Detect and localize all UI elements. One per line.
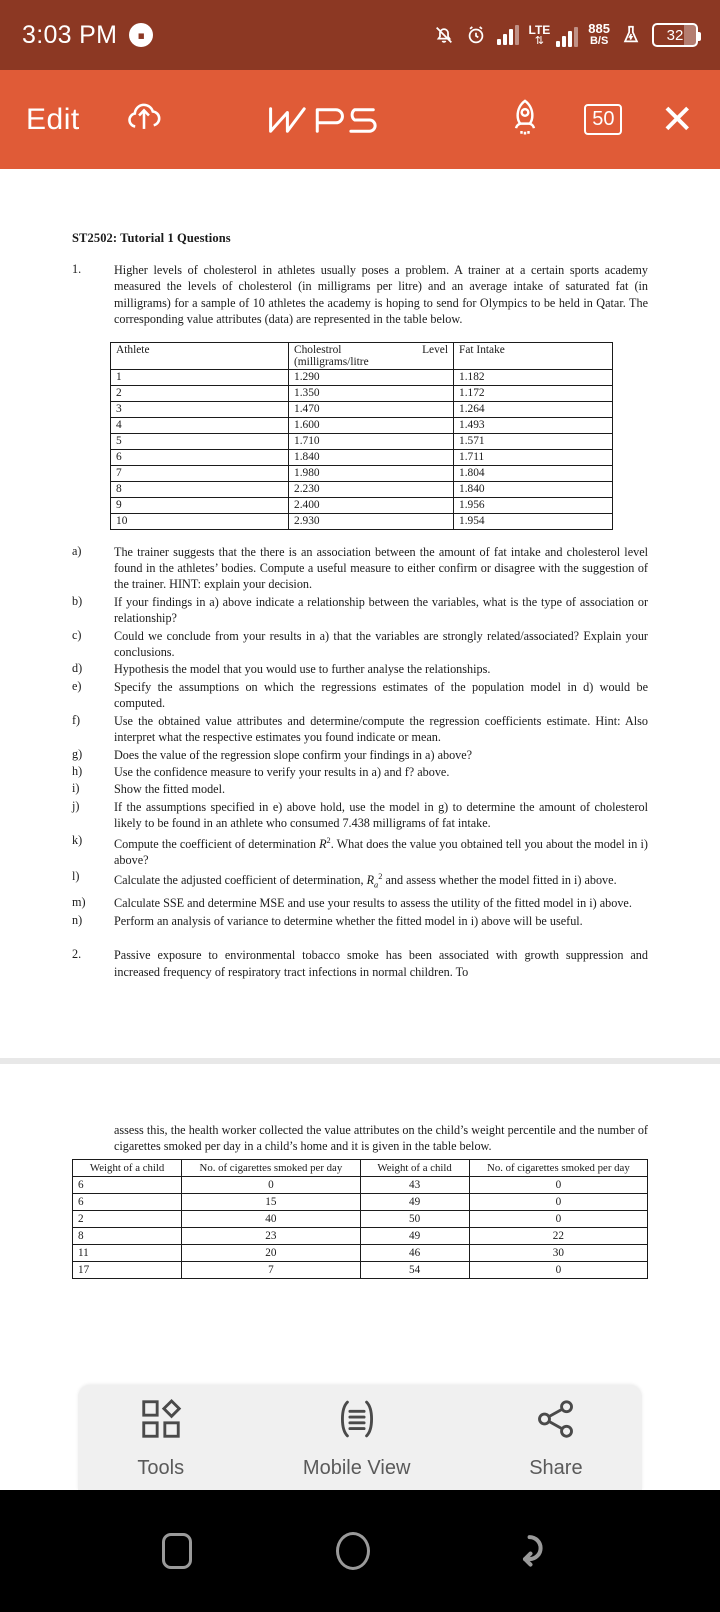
table-row [111, 401, 613, 417]
sub-question-b-text: If your findings in a) above indicate a relationship between the variables, what is the type of association or relationship? [114, 594, 648, 626]
question-1-number: 1. [72, 262, 82, 276]
sub-question-e-label: e) [72, 678, 82, 693]
mobile-view-icon [334, 1396, 380, 1447]
alarm-icon [465, 24, 487, 46]
cell-cholesterol: 1.600 [289, 417, 454, 433]
sub-question-j-label: j) [72, 798, 80, 813]
sub-question-d-label: d) [72, 661, 83, 676]
sub-question-a-label: a) [72, 543, 82, 558]
sub-question-f [72, 713, 648, 746]
sub-question-b-label: b) [72, 593, 83, 608]
tools-button[interactable] [137, 1396, 184, 1480]
bottom-toolbar [78, 1385, 642, 1490]
question-2 [72, 947, 648, 980]
table-row [73, 1227, 648, 1244]
table-row [73, 1193, 648, 1210]
close-icon[interactable]: ✕ [660, 97, 694, 142]
cell-weight-1: 17 [73, 1261, 182, 1278]
tools-grid-icon [138, 1396, 184, 1447]
table-row [73, 1244, 648, 1261]
sub-question-m-text: Calculate SSE and determine MSE and use your results to assess the utility of the fitted model in i) above. [114, 896, 632, 911]
sub-question-l-exponent: 2 [378, 872, 383, 882]
sub-question-k-text [114, 833, 648, 869]
status-bar [0, 0, 720, 70]
sub-question-f-text: Use the obtained value attributes and determine/compute the regression coefficients estimate. Hint: Also interpret what the respective estimates you found indicate or mean. [114, 713, 648, 745]
cell-athlete: 8 [111, 481, 289, 497]
cell-cigarettes-2: 0 [469, 1193, 647, 1210]
battery-indicator [652, 23, 698, 47]
cell-cigarettes-2: 0 [469, 1261, 647, 1278]
cell-fat-intake: 1.571 [454, 433, 613, 449]
sub-question-n [72, 913, 648, 929]
status-bar-right [433, 22, 698, 47]
table-header-row [111, 342, 613, 369]
cell-weight-1: 2 [73, 1210, 182, 1227]
cell-cholesterol: 1.980 [289, 465, 454, 481]
share-icon [533, 1396, 579, 1447]
cell-cigarettes-1: 15 [182, 1193, 360, 1210]
sub-question-l-post: and assess whether the model fitted in i) above. [382, 873, 617, 888]
table-row [73, 1261, 648, 1278]
sub-question-c [72, 628, 648, 661]
table-row [111, 449, 613, 465]
sub-question-g-label: g) [72, 746, 83, 761]
cell-cholesterol: 2.230 [289, 481, 454, 497]
cell-weight-2: 49 [360, 1193, 469, 1210]
header-weight-1: Weight of a child [73, 1159, 182, 1176]
app-toolbar [0, 70, 720, 169]
cell-fat-intake: 1.172 [454, 385, 613, 401]
sub-question-a [72, 544, 648, 593]
sub-question-k-post: . What does the value you obtained tell you about the model in i) above? [114, 836, 648, 867]
table-row [111, 497, 613, 513]
cell-cigarettes-2: 0 [469, 1210, 647, 1227]
wps-logo [166, 98, 505, 142]
cell-fat-intake: 1.954 [454, 513, 613, 529]
lte-label: LTE [528, 22, 551, 37]
sub-question-m [72, 895, 648, 911]
sub-question-c-text: Could we conclude from your results in a) that the variables are strongly related/associated? Explain your conclusions. [114, 628, 648, 660]
cell-fat-intake: 1.711 [454, 449, 613, 465]
lte-icon: LTE ⇅ [529, 24, 579, 47]
cell-athlete: 5 [111, 433, 289, 449]
sub-question-h-text: Use the confidence measure to verify your results in a) and f? above. [114, 764, 450, 779]
sub-question-l-symbol: R [366, 873, 375, 888]
cell-athlete: 7 [111, 465, 289, 481]
cell-cholesterol: 1.840 [289, 449, 454, 465]
clock-time: 3:03 PM [22, 20, 118, 49]
header-level-label: Level [422, 343, 448, 356]
cell-athlete: 6 [111, 449, 289, 465]
cholesterol-data-table [110, 342, 613, 530]
cell-cholesterol: 2.400 [289, 497, 454, 513]
data-speed-unit: B/S [589, 35, 609, 48]
cell-weight-1: 6 [73, 1176, 182, 1193]
cell-cholesterol: 1.290 [289, 369, 454, 385]
header-cigarettes-1: No. of cigarettes smoked per day [182, 1159, 360, 1176]
edit-button[interactable]: Edit [26, 102, 80, 136]
status-bar-left [22, 21, 153, 50]
cell-athlete: 3 [111, 401, 289, 417]
question-2-continuation-text: assess this, the health worker collected the value attributes on the child’s weight percentile and the number of cigarettes smoked per day in a child’s home and it is given in the table below. [114, 1122, 648, 1154]
cloud-upload-icon[interactable] [122, 95, 166, 144]
cell-cigarettes-1: 7 [182, 1261, 360, 1278]
sub-question-l-label: l) [72, 869, 80, 884]
page-title: ST2502: Tutorial 1 Questions [72, 231, 231, 245]
mobile-view-label: Mobile View [302, 1456, 411, 1479]
signal-bars-icon [497, 25, 519, 45]
sub-question-k-pre: Compute the coefficient of determination [114, 836, 320, 851]
sub-question-h [72, 764, 648, 780]
sub-question-n-text: Perform an analysis of variance to determine whether the fitted model in i) above will be useful. [114, 913, 583, 928]
cell-cholesterol: 1.350 [289, 385, 454, 401]
bell-off-icon [433, 24, 455, 46]
table-row [111, 513, 613, 529]
cell-cholesterol: 1.710 [289, 433, 454, 449]
sub-question-m-label: m) [72, 895, 86, 910]
cell-cigarettes-2: 0 [469, 1176, 647, 1193]
cell-athlete: 1 [111, 369, 289, 385]
sub-question-i-label: i) [72, 781, 80, 796]
sub-question-i [72, 781, 648, 797]
cell-athlete: 9 [111, 497, 289, 513]
sub-question-k-exponent: 2 [326, 835, 331, 845]
cell-weight-1: 11 [73, 1244, 182, 1261]
sub-question-d-text: Hypothesis the model that you would use to further analyse the relationships. [114, 662, 491, 677]
document-page-2 [0, 1064, 720, 1279]
header-weight-2: Weight of a child [360, 1159, 469, 1176]
sub-question-h-label: h) [72, 763, 83, 778]
header-cholesterol-units: (milligrams/litre [294, 355, 369, 368]
table-row [73, 1210, 648, 1227]
sub-question-g [72, 747, 648, 763]
page-count-badge[interactable]: 50 [584, 104, 622, 135]
battery-level: 32 [666, 26, 684, 44]
cell-weight-1: 8 [73, 1227, 182, 1244]
cell-fat-intake: 1.840 [454, 481, 613, 497]
header-cigarettes-2: No. of cigarettes smoked per day [469, 1159, 647, 1176]
cell-fat-intake: 1.182 [454, 369, 613, 385]
sub-question-l [72, 869, 648, 894]
cell-athlete: 4 [111, 417, 289, 433]
share-label: Share [529, 1456, 583, 1479]
cell-athlete: 2 [111, 385, 289, 401]
cell-cholesterol: 2.930 [289, 513, 454, 529]
table-row [111, 385, 613, 401]
sub-question-a-text: The trainer suggests that the there is an association between the amount of fat intake and cholesterol level found in the athletes’ bodies. Compute a useful measure to either confirm or disagree with the suggestion of the trainer. HINT: explain your decision. [114, 544, 648, 592]
cell-cigarettes-1: 40 [182, 1210, 360, 1227]
question-1-text: Higher levels of cholesterol in athletes usually poses a problem. A trainer at a certain sports academy measured the levels of cholesterol (in milligrams per litre) and an average intake of saturated fat (in milligrams) for a sample of 10 athletes the academy is hoping to send for Olympics to be held in Qatar. The corresponding value attributes (data) are represented in the table below. [114, 263, 648, 327]
sub-question-e-text: Specify the assumptions on which the regressions estimates of the population model in d) would be computed. [114, 679, 648, 711]
table-row [111, 481, 613, 497]
sub-question-l-text [114, 869, 648, 894]
rocket-icon[interactable] [504, 96, 546, 143]
cell-cigarettes-1: 0 [182, 1176, 360, 1193]
document-page-1 [0, 169, 720, 1058]
sub-question-d [72, 661, 648, 677]
sub-question-b [72, 594, 648, 627]
sub-question-j [72, 799, 648, 832]
table-row [111, 369, 613, 385]
sub-question-l-subscript: a [374, 880, 379, 890]
sub-question-j-text: If the assumptions specified in e) above hold, use the model in g) to determine the amount of cholesterol likely to be found in an athlete who consumed 7.438 milligrams of fat intake. [114, 799, 648, 831]
sub-questions-list [72, 544, 648, 930]
cell-weight-2: 49 [360, 1227, 469, 1244]
sub-question-c-label: c) [72, 627, 82, 642]
table-row [111, 417, 613, 433]
cell-fat-intake: 1.264 [454, 401, 613, 417]
cell-fat-intake: 1.804 [454, 465, 613, 481]
question-2-text: Passive exposure to environmental tobacco smoke has been associated with growth suppression and increased frequency of respiratory tract infections in normal children. To [114, 948, 648, 979]
home-circle-icon[interactable] [336, 1532, 370, 1570]
data-speed-icon [588, 22, 610, 47]
android-nav-bar [0, 1490, 720, 1612]
cell-weight-2: 43 [360, 1176, 469, 1193]
sub-question-n-label: n) [72, 912, 83, 927]
back-arrow-icon[interactable] [514, 1527, 558, 1576]
cell-cigarettes-2: 22 [469, 1227, 647, 1244]
cell-weight-1: 6 [73, 1193, 182, 1210]
header-athlete: Athlete [111, 342, 289, 369]
cell-athlete: 10 [111, 513, 289, 529]
sub-question-g-text: Does the value of the regression slope confirm your findings in a) above? [114, 747, 473, 762]
smoking-data-table [72, 1159, 648, 1279]
mobile-view-button[interactable] [303, 1396, 410, 1480]
question-2-continued [72, 1122, 648, 1155]
cell-weight-2: 54 [360, 1261, 469, 1278]
sub-question-k [72, 833, 648, 869]
header-fat-intake: Fat Intake [454, 342, 613, 369]
header-cholesterol [289, 342, 454, 369]
recents-square-icon[interactable] [162, 1533, 192, 1569]
header-cholesterol-label: Cholestrol [294, 343, 342, 356]
cell-weight-2: 50 [360, 1210, 469, 1227]
table-row [73, 1176, 648, 1193]
cell-cigarettes-1: 23 [182, 1227, 360, 1244]
cell-fat-intake: 1.493 [454, 417, 613, 433]
cell-cigarettes-1: 20 [182, 1244, 360, 1261]
sub-question-k-label: k) [72, 832, 83, 847]
mute-badge-icon: ⏹ [129, 23, 153, 47]
table-row [111, 433, 613, 449]
cell-fat-intake: 1.956 [454, 497, 613, 513]
sub-question-f-label: f) [72, 712, 81, 727]
share-button[interactable] [529, 1396, 582, 1480]
question-1 [72, 262, 648, 328]
sub-question-l-pre: Calculate the adjusted coefficient of determination, [114, 873, 367, 888]
data-speed-value: 885 [588, 21, 610, 37]
cell-weight-2: 46 [360, 1244, 469, 1261]
table-header-row [73, 1159, 648, 1176]
sub-question-i-text: Show the fitted model. [114, 782, 226, 797]
table-row [111, 465, 613, 481]
flask-icon [620, 24, 642, 46]
sub-question-k-symbol: R [319, 836, 327, 851]
question-2-number: 2. [72, 947, 82, 962]
tools-label: Tools [137, 1456, 185, 1479]
cell-cigarettes-2: 30 [469, 1244, 647, 1261]
cell-cholesterol: 1.470 [289, 401, 454, 417]
sub-question-e [72, 679, 648, 712]
